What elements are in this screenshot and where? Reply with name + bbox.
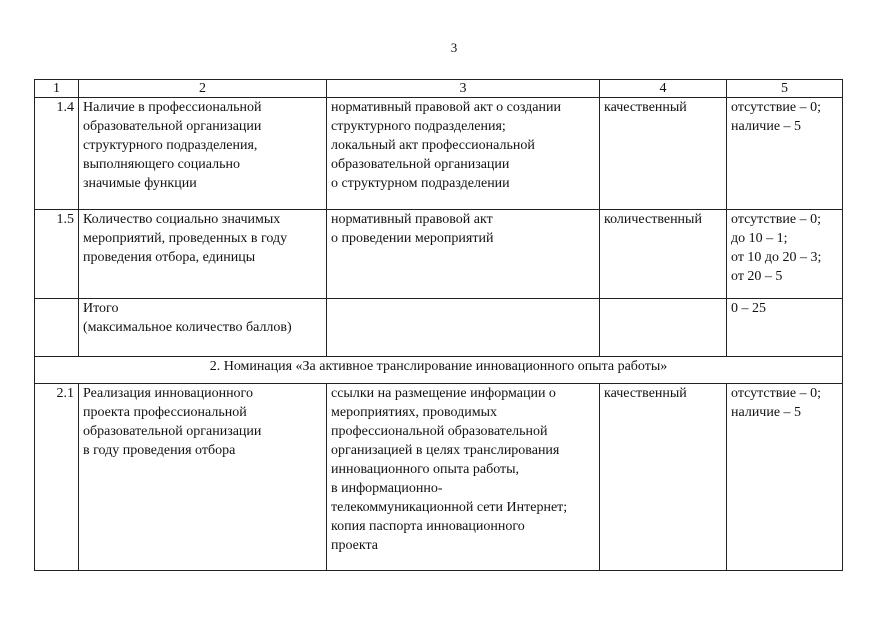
indicator-line: Реализация инновационного xyxy=(83,386,253,401)
table-row xyxy=(35,98,843,210)
document-line: нормативный правовой акт xyxy=(331,212,493,227)
score-line: отсутствие – 0; xyxy=(731,386,821,401)
document-line: о структурном подразделении xyxy=(331,176,510,191)
indicator-line: проведения отбора, единицы xyxy=(83,250,256,265)
row-number: 1.4 xyxy=(35,98,79,210)
row-number: 2.1 xyxy=(35,384,79,571)
score-line: от 20 – 5 xyxy=(731,269,783,284)
document-line: локальный акт профессиональной xyxy=(331,138,535,153)
document-line: копия паспорта инновационного xyxy=(331,519,525,534)
page-number: 3 xyxy=(450,40,458,55)
section-title: 2. Номинация «За активное транслирование инновационного опыта работы» xyxy=(35,357,843,384)
column-header: 2 xyxy=(79,80,327,98)
indicator-line: Наличие в профессиональной xyxy=(83,100,262,115)
indicator-line: образовательной организации xyxy=(83,119,262,134)
row-number: 1.5 xyxy=(35,210,79,299)
document-cell xyxy=(327,384,600,571)
indicator-line: проекта профессиональной xyxy=(83,405,247,420)
score-line: от 10 до 20 – 3; xyxy=(731,250,822,265)
column-header: 4 xyxy=(600,80,727,98)
score-cell xyxy=(727,384,843,571)
indicator-cell xyxy=(79,384,327,571)
type-cell: качественный xyxy=(600,384,727,571)
table-row xyxy=(35,384,843,571)
indicator-line: мероприятий, проведенных в году xyxy=(83,231,288,246)
total-row xyxy=(35,299,843,357)
indicator-cell xyxy=(79,210,327,299)
type-cell: качественный xyxy=(600,98,727,210)
indicator-line: Количество социально значимых xyxy=(83,212,281,227)
indicator-cell xyxy=(79,98,327,210)
document-cell xyxy=(327,98,600,210)
column-header: 1 xyxy=(35,80,79,98)
section-row xyxy=(35,357,843,384)
document-line: структурного подразделения; xyxy=(331,119,506,134)
score-cell xyxy=(727,98,843,210)
score-line: до 10 – 1; xyxy=(731,231,788,246)
indicator-line: в году проведения отбора xyxy=(83,443,236,458)
indicator-line: выполняющего социально xyxy=(83,157,240,172)
column-header: 5 xyxy=(727,80,843,98)
score-line: наличие – 5 xyxy=(731,405,802,420)
document-line: проекта xyxy=(331,538,378,553)
document-line: нормативный правовой акт о создании xyxy=(331,100,561,115)
document-line: в информационно- xyxy=(331,481,443,496)
total-score-cell: 0 – 25 xyxy=(727,299,843,357)
score-line: отсутствие – 0; xyxy=(731,212,821,227)
type-cell: количественный xyxy=(600,210,727,299)
document-line: о проведении мероприятий xyxy=(331,231,494,246)
indicator-line: значимые функции xyxy=(83,176,197,191)
total-label-line: Итого xyxy=(83,301,119,316)
table-header-row xyxy=(35,80,843,98)
score-cell xyxy=(727,210,843,299)
score-line: отсутствие – 0; xyxy=(731,100,821,115)
document-line: профессиональной образовательной xyxy=(331,424,548,439)
criteria-table xyxy=(34,79,843,571)
table-row xyxy=(35,210,843,299)
document-line: телекоммуникационной сети Интернет; xyxy=(331,500,568,515)
score-line: наличие – 5 xyxy=(731,119,802,134)
document-cell xyxy=(327,210,600,299)
document-line: инновационного опыта работы, xyxy=(331,462,520,477)
indicator-line: структурного подразделения, xyxy=(83,138,258,153)
column-header: 3 xyxy=(327,80,600,98)
total-label-line: (максимальное количество баллов) xyxy=(83,320,292,335)
document-line: ссылки на размещение информации о xyxy=(331,386,556,401)
document-line: мероприятиях, проводимых xyxy=(331,405,498,420)
indicator-line: образовательной организации xyxy=(83,424,262,439)
document-line: организацией в целях транслирования xyxy=(331,443,560,458)
total-label-cell xyxy=(79,299,327,357)
document-line: образовательной организации xyxy=(331,157,510,172)
